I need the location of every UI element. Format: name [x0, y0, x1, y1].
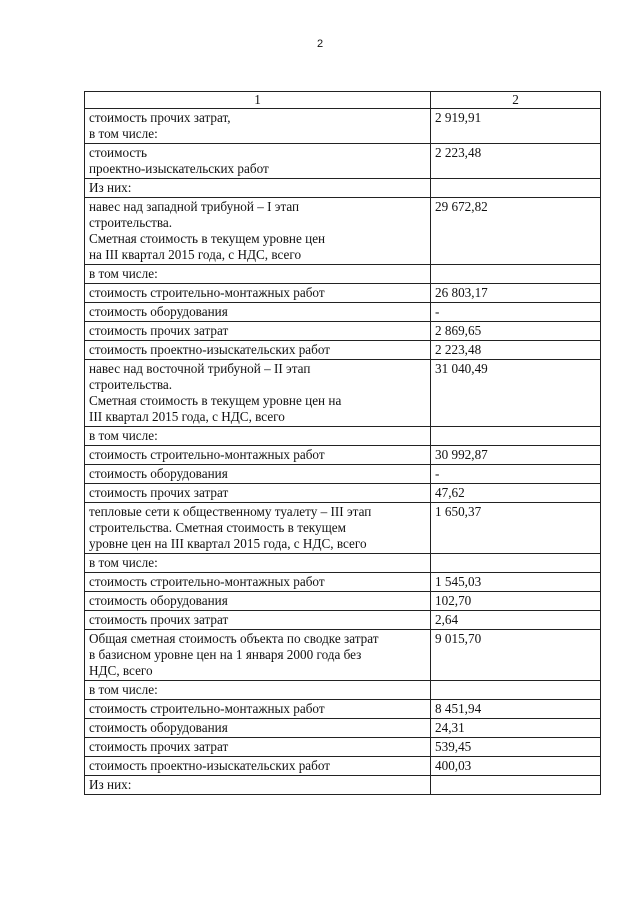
row-label: стоимость прочих затрат — [85, 322, 431, 341]
table-row — [85, 573, 601, 592]
page-number: 2 — [316, 38, 324, 50]
row-label: стоимость проектно-изыскательских работ — [85, 341, 431, 360]
table-row — [85, 322, 601, 341]
row-label: стоимость прочих затрат — [85, 484, 431, 503]
table-header-row — [85, 92, 601, 109]
row-value: 30 992,87 — [431, 446, 601, 465]
row-label: стоимость строительно-монтажных работ — [85, 573, 431, 592]
table-row — [85, 303, 601, 322]
row-value: 2 223,48 — [431, 144, 601, 179]
row-value: 102,70 — [431, 592, 601, 611]
table-row — [85, 341, 601, 360]
row-label: стоимость строительно-монтажных работ — [85, 446, 431, 465]
row-value: 24,31 — [431, 719, 601, 738]
row-value: 539,45 — [431, 738, 601, 757]
row-value: 29 672,82 — [431, 198, 601, 265]
row-value: 1 650,37 — [431, 503, 601, 554]
row-value — [431, 776, 601, 795]
table-row — [85, 446, 601, 465]
row-value — [431, 681, 601, 700]
row-value — [431, 179, 601, 198]
table-row — [85, 465, 601, 484]
row-label: стоимость прочих затрат — [85, 611, 431, 630]
table-row — [85, 503, 601, 554]
row-label: стоимость оборудования — [85, 592, 431, 611]
table-row — [85, 109, 601, 144]
column-header-2: 2 — [431, 92, 601, 109]
table-row — [85, 179, 601, 198]
table-row — [85, 484, 601, 503]
row-label: Из них: — [85, 179, 431, 198]
row-value: - — [431, 303, 601, 322]
row-label: Из них: — [85, 776, 431, 795]
cost-table — [84, 91, 601, 795]
row-label: стоимость прочих затрат, в том числе: — [85, 109, 431, 144]
table-row — [85, 757, 601, 776]
table-row — [85, 360, 601, 427]
row-label: навес над восточной трибуной – II этап строительства. Сметная стоимость в текущем уровне цен на III квартал 2015 года, с НДС, всего — [85, 360, 431, 427]
row-value: 26 803,17 — [431, 284, 601, 303]
row-value — [431, 554, 601, 573]
table-row — [85, 700, 601, 719]
table-row — [85, 144, 601, 179]
row-label: в том числе: — [85, 554, 431, 573]
row-value: 2 223,48 — [431, 341, 601, 360]
table-row — [85, 611, 601, 630]
row-label: стоимость проектно-изыскательских работ — [85, 757, 431, 776]
row-value: 31 040,49 — [431, 360, 601, 427]
table-body — [85, 109, 601, 795]
row-label: тепловые сети к общественному туалету – III этап строительства. Сметная стоимость в текущем уровне цен на III квартал 2015 года, с НДС, всего — [85, 503, 431, 554]
table-row — [85, 719, 601, 738]
row-label: в том числе: — [85, 265, 431, 284]
table-row — [85, 592, 601, 611]
table-row — [85, 427, 601, 446]
row-label: в том числе: — [85, 681, 431, 700]
row-value: - — [431, 465, 601, 484]
row-label: стоимость строительно-монтажных работ — [85, 284, 431, 303]
row-value: 47,62 — [431, 484, 601, 503]
row-value: 9 015,70 — [431, 630, 601, 681]
row-value: 1 545,03 — [431, 573, 601, 592]
row-label: стоимость оборудования — [85, 465, 431, 484]
row-label: стоимость оборудования — [85, 303, 431, 322]
table-row — [85, 554, 601, 573]
table-row — [85, 265, 601, 284]
row-value: 2 919,91 — [431, 109, 601, 144]
table-row — [85, 630, 601, 681]
table-row — [85, 681, 601, 700]
row-label: стоимость проектно-изыскательских работ — [85, 144, 431, 179]
row-label: стоимость оборудования — [85, 719, 431, 738]
row-value: 400,03 — [431, 757, 601, 776]
table-row — [85, 776, 601, 795]
row-label: Общая сметная стоимость объекта по сводке затрат в базисном уровне цен на 1 января 2000 года без НДС, всего — [85, 630, 431, 681]
row-label: стоимость прочих затрат — [85, 738, 431, 757]
row-label: навес над западной трибуной – I этап строительства. Сметная стоимость в текущем уровне цен на III квартал 2015 года, с НДС, всего — [85, 198, 431, 265]
row-value — [431, 265, 601, 284]
row-value: 2,64 — [431, 611, 601, 630]
table-row — [85, 284, 601, 303]
row-label: стоимость строительно-монтажных работ — [85, 700, 431, 719]
row-value — [431, 427, 601, 446]
table-row — [85, 738, 601, 757]
table-row — [85, 198, 601, 265]
column-header-1: 1 — [85, 92, 431, 109]
row-label: в том числе: — [85, 427, 431, 446]
row-value: 8 451,94 — [431, 700, 601, 719]
row-value: 2 869,65 — [431, 322, 601, 341]
